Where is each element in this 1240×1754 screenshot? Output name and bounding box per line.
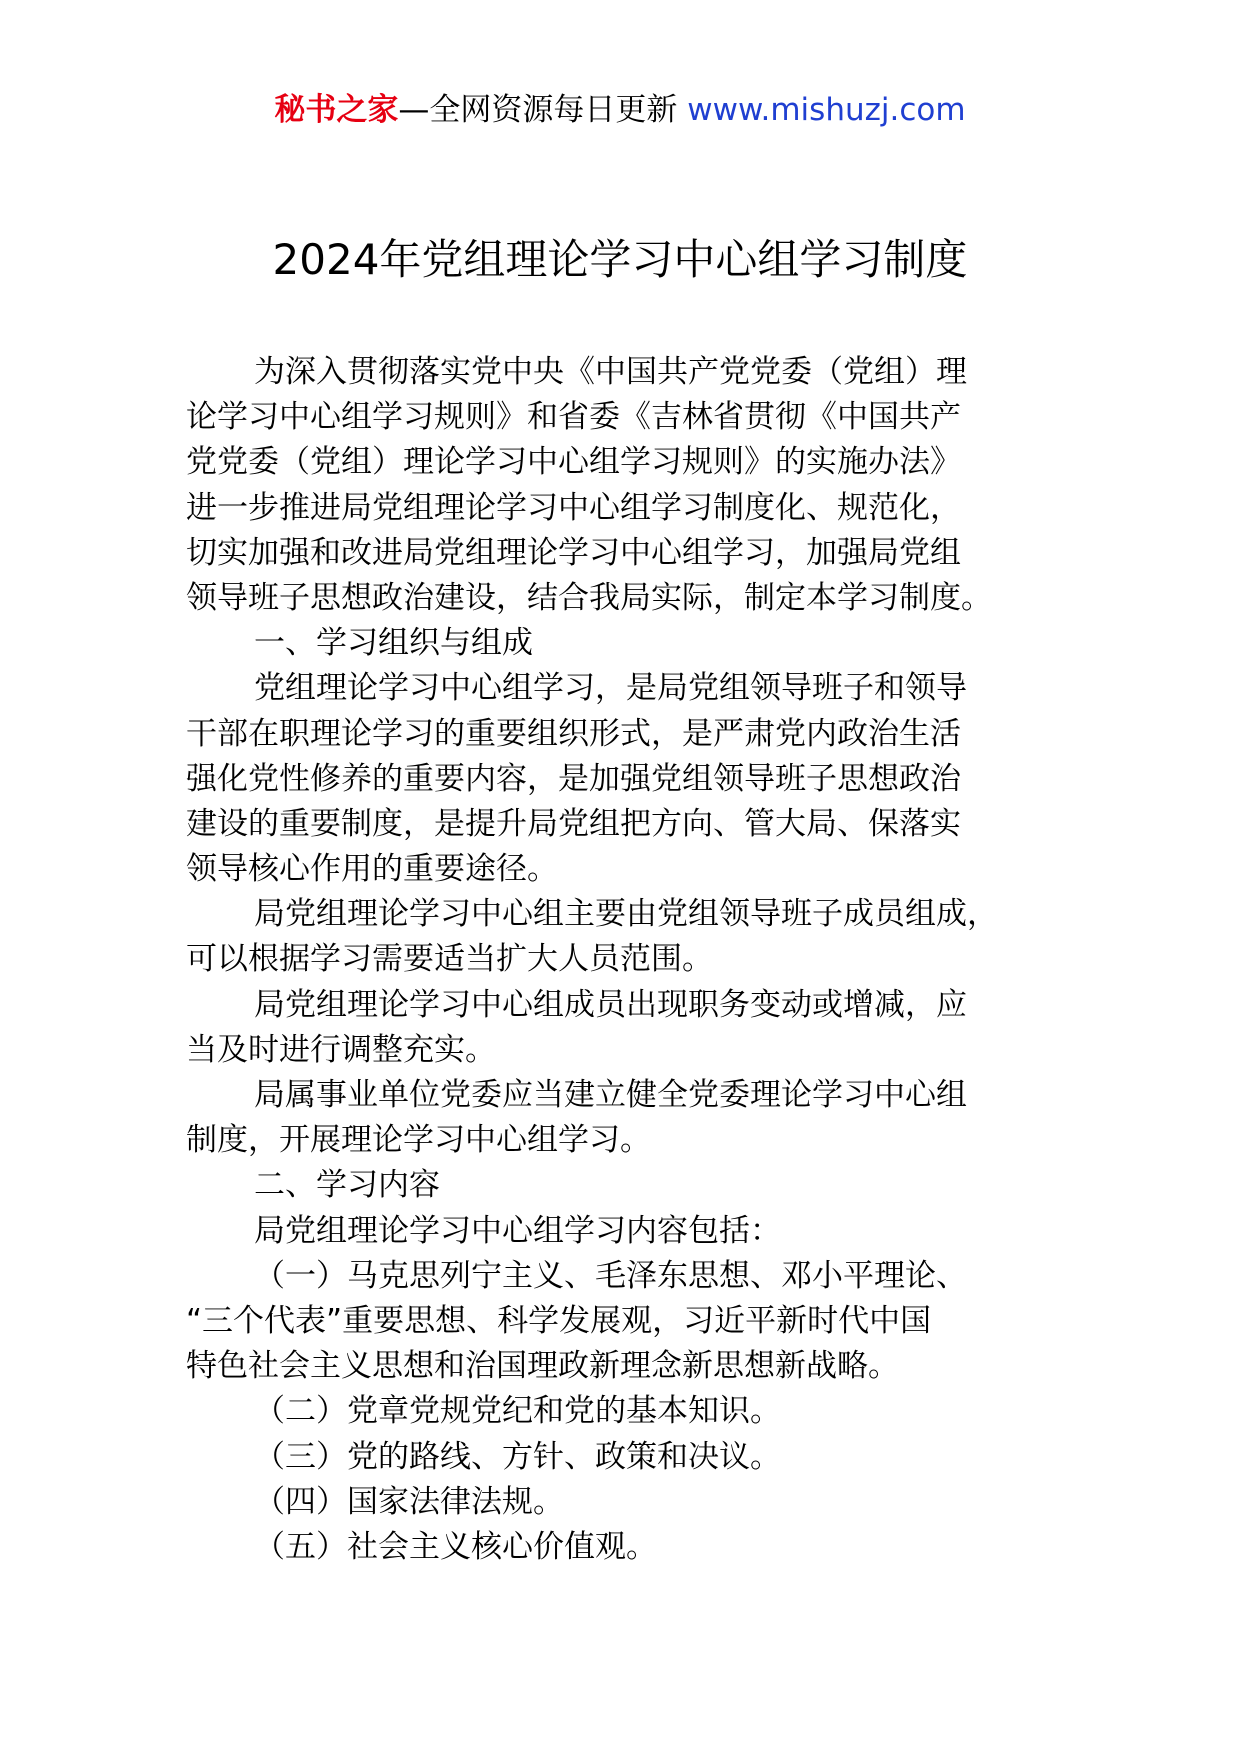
list-item-line: （二）党章党规党纪和党的基本知识。 xyxy=(254,1393,781,1430)
paragraph-line: 可以根据学习需要适当扩大人员范围。 xyxy=(186,941,713,978)
paragraph-line: 局党组理论学习中心组学习内容包括： xyxy=(254,1212,781,1249)
list-item-line: （五）社会主义核心价值观。 xyxy=(254,1528,657,1565)
paragraph-line: 当及时进行调整充实。 xyxy=(186,1031,496,1068)
paragraph-intro-line: 切实加强和改进局党组理论学习中心组学习，加强局党组 xyxy=(186,534,961,571)
list-item-line: （四）国家法律法规。 xyxy=(254,1483,564,1520)
site-header xyxy=(0,90,1240,130)
list-item-line: （三）党的路线、方针、政策和决议。 xyxy=(254,1438,781,1475)
brand-name: 秘书之家 xyxy=(274,92,399,128)
paragraph-line: 局属事业单位党委应当建立健全党委理论学习中心组 xyxy=(254,1077,967,1113)
document-title: 2024年党组理论学习中心组学习制度 xyxy=(272,235,968,284)
paragraph-line: 强化党性修养的重要内容，是加强党组领导班子思想政治 xyxy=(186,760,961,797)
header-tagline: —全网资源每日更新 xyxy=(398,92,678,128)
list-item-line: 特色社会主义思想和治国理政新理念新思想新战略。 xyxy=(186,1348,899,1385)
paragraph-line: 建设的重要制度，是提升局党组把方向、管大局、保落实 xyxy=(186,805,961,842)
paragraph-intro-line: 进一步推进局党组理论学习中心组学习制度化、规范化， xyxy=(186,489,961,526)
paragraph-line: 制度，开展理论学习中心组学习。 xyxy=(186,1122,651,1159)
paragraph-intro-line: 党党委（党组）理论学习中心组学习规则》的实施办法》 xyxy=(186,444,961,481)
document-body xyxy=(186,350,1066,1570)
paragraph-line: 干部在职理论学习的重要组织形式，是严肃党内政治生活 xyxy=(186,715,961,752)
paragraph-line: 局党组理论学习中心组成员出现职务变动或增减，应 xyxy=(254,986,967,1023)
section-heading-2: 二、学习内容 xyxy=(254,1167,440,1204)
paragraph-line: 领导核心作用的重要途径。 xyxy=(186,851,558,888)
paragraph-intro-line: 为深入贯彻落实党中央《中国共产党党委（党组）理 xyxy=(254,354,967,390)
paragraph-intro-line: 领导班子思想政治建设，结合我局实际，制定本学习制度。 xyxy=(186,579,992,616)
list-item-line: “三个代表”重要思想、科学发展观，习近平新时代中国 xyxy=(186,1302,932,1339)
paragraph-line: 党组理论学习中心组学习，是局党组领导班子和领导 xyxy=(254,670,967,707)
paragraph-line: 局党组理论学习中心组主要由党组领导班子成员组成， xyxy=(254,896,998,933)
list-item-line: （一）马克思列宁主义、毛泽东思想、邓小平理论、 xyxy=(254,1257,967,1294)
section-heading-1: 一、学习组织与组成 xyxy=(254,625,533,662)
paragraph-intro-line: 论学习中心组学习规则》和省委《吉林省贯彻《中国共产 xyxy=(186,399,961,436)
site-url-link[interactable]: www.mishuzj.com xyxy=(687,92,966,128)
